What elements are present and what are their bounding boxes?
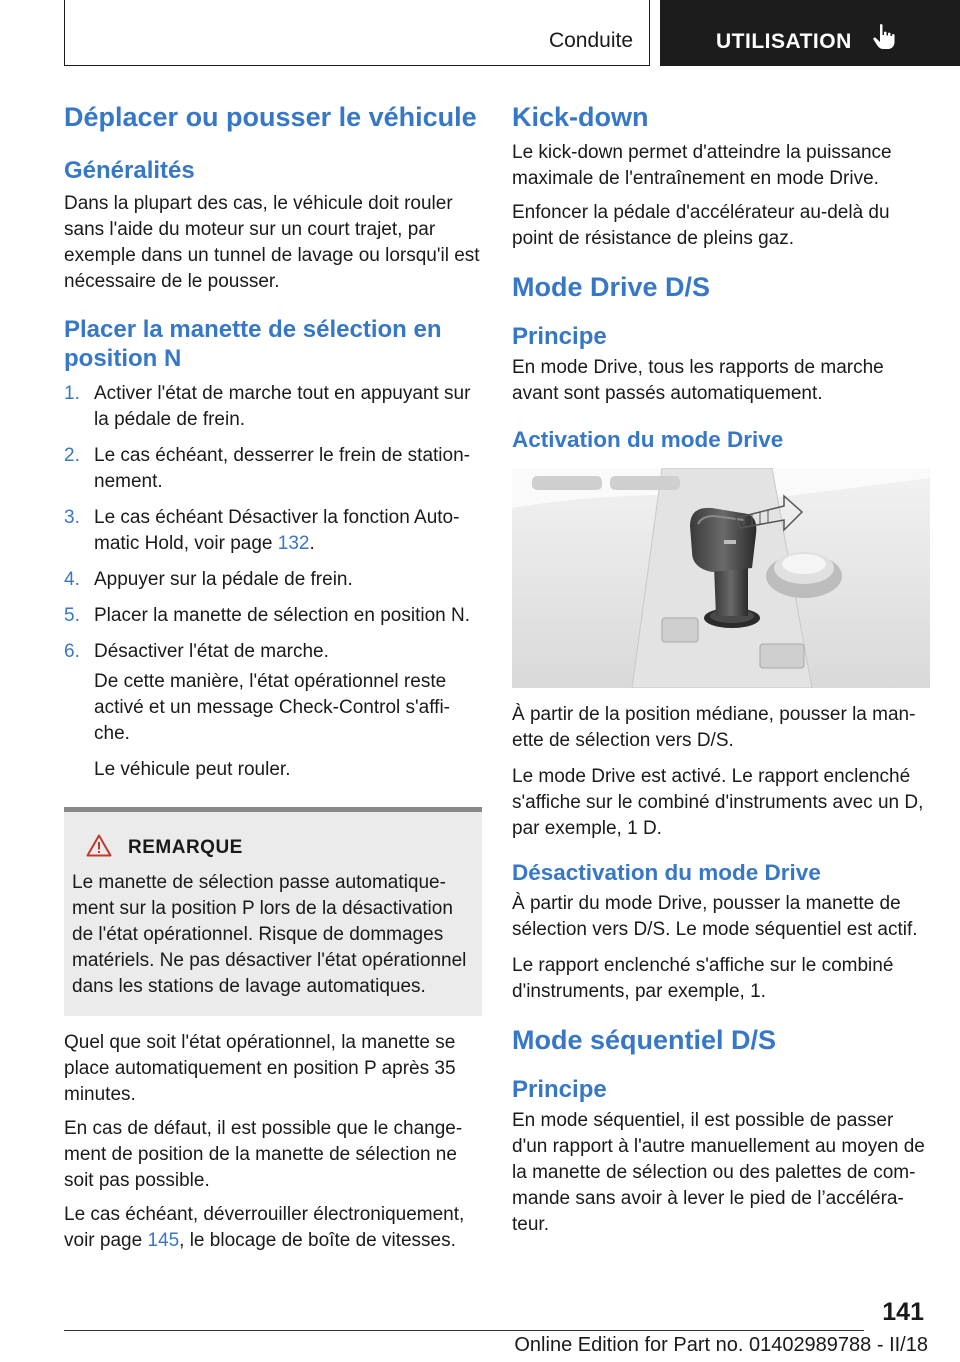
header-section-label: Conduite <box>548 29 633 52</box>
step-text: Appuyer sur la pédale de frein. <box>94 569 353 590</box>
list-item <box>64 603 482 629</box>
note-text: Le manette de sélection passe automatique-ment sur la position P lors de la désactivation de l'état opérationnel. Risque de dommages matériels. Ne pas désactiver l'état opérationnel dans les stations de lavage automatiques. <box>72 872 467 997</box>
heading-activation: Activation du mode Drive <box>512 427 784 452</box>
deactivation-paragraph-1: À partir du mode Drive, pousser la manette de sélection vers D/S. Le mode séquentiel est actif. <box>512 893 918 940</box>
step-number: 3. <box>64 507 80 528</box>
note-header <box>72 834 474 862</box>
step-number: 1. <box>64 383 80 404</box>
section-title-move-vehicle: Déplacer ou pousser le véhicule <box>64 102 477 132</box>
warning-triangle-icon <box>86 834 112 862</box>
step-number: 2. <box>64 445 80 466</box>
general-paragraph: Dans la plupart des cas, le véhicule doit rouler sans l'aide du moteur sur un court trajet, par exemple dans un tunnel de lavage ou lorsqu'il est nécessaire de le pousser. <box>64 193 480 292</box>
list-item <box>64 443 482 495</box>
list-item <box>64 567 482 593</box>
heading-general: Généralités <box>64 157 195 184</box>
pointing-hand-icon <box>872 23 896 56</box>
steps-list <box>64 381 482 665</box>
gear-selector-illustration <box>512 468 930 688</box>
principle-drive-text: En mode Drive, tous les rapports de marche avant sont passés automatiquement. <box>512 357 884 404</box>
page-link-132[interactable]: 132 <box>277 533 310 554</box>
right-column <box>512 100 930 1238</box>
kickdown-paragraph-2: Enfoncer la pédale d'accélérateur au-delà du point de résistance de pleins gaz. <box>512 202 890 249</box>
step-text: Placer la manette de sélection en position N. <box>94 605 470 626</box>
step6-extra-text: De cette manière, l'état opérationnel reste activé et un message Check-Control s'affi-che. <box>94 671 450 744</box>
step-number: 4. <box>64 569 80 590</box>
paragraph-defect: En cas de défaut, il est possible que le change-ment de position de la manette de sélection ne soit pas possible. <box>64 1118 463 1191</box>
left-column <box>64 100 482 1254</box>
heading-principle-drive: Principe <box>512 323 607 350</box>
page-number: 141 <box>882 1298 924 1326</box>
paragraph-unlock <box>64 1202 482 1254</box>
header-section-tab <box>64 0 650 66</box>
step6-extra-text-2: Le véhicule peut rouler. <box>94 759 291 780</box>
step-text: Désactiver l'état de marche. <box>94 641 329 662</box>
list-item <box>64 381 482 433</box>
step-number: 6. <box>64 641 80 662</box>
list-item <box>64 505 482 557</box>
step-text <box>94 505 482 557</box>
kickdown-paragraph-1: Le kick-down permet d'atteindre la puissance maximale de l'entraînement en mode Drive. <box>512 142 892 189</box>
paragraph-auto-park: Quel que soit l'état opérationnel, la manette se place automatiquement en position P après 35 minutes. <box>64 1032 456 1105</box>
step-text: Activer l'état de marche tout en appuyant sur la pédale de frein. <box>94 383 471 430</box>
section-title-kickdown: Kick-down <box>512 102 649 132</box>
header-chapter-tab <box>660 0 960 66</box>
deactivation-paragraph-2: Le rapport enclenché s'affiche sur le combiné d'instruments, par exemple, 1. <box>512 955 894 1002</box>
heading-neutral-position: Placer la manette de sélection en position N <box>64 316 442 372</box>
header-chapter-label: UTILISATION <box>716 30 852 53</box>
activation-paragraph-2: Le mode Drive est activé. Le rapport enclenché s'affiche sur le combiné d'instruments avec un D, par exemple, 1 D. <box>512 766 924 839</box>
step-text: Le cas échéant, desserrer le frein de station-nement. <box>94 445 470 492</box>
step-text-part: . <box>309 533 315 554</box>
heading-principle-sequential: Principe <box>512 1076 607 1103</box>
paragraph-text-part: Le cas échéant, déverrouiller électroniquement, voir page <box>64 1204 465 1251</box>
list-item <box>64 639 482 665</box>
step-number: 5. <box>64 605 80 626</box>
page-link-145[interactable]: 145 <box>147 1230 180 1251</box>
paragraph-text-part: , le blocage de boîte de vitesses. <box>179 1230 456 1251</box>
section-title-sequential-mode: Mode séquentiel D/S <box>512 1025 777 1055</box>
heading-deactivation: Désactivation du mode Drive <box>512 860 821 885</box>
principle-sequential-text: En mode séquentiel, il est possible de passer d'un rapport à l'autre manuellement au moyen de la manette de sélection ou des palettes de com-mande sans avoir à lever le pied de l’accéléra-teur. <box>512 1110 925 1235</box>
section-title-drive-mode: Mode Drive D/S <box>512 272 711 302</box>
step-text-part: Le cas échéant Désactiver la fonction Auto-matic Hold, voir page <box>94 507 460 554</box>
note-label: REMARQUE <box>128 837 243 858</box>
note-box <box>64 807 482 1016</box>
footer-divider <box>64 1330 864 1331</box>
activation-paragraph-1: À partir de la position médiane, pousser la man-ette de sélection vers D/S. <box>512 704 916 751</box>
edition-text: Online Edition for Part no. 01402989788 - II/18 <box>514 1334 928 1356</box>
